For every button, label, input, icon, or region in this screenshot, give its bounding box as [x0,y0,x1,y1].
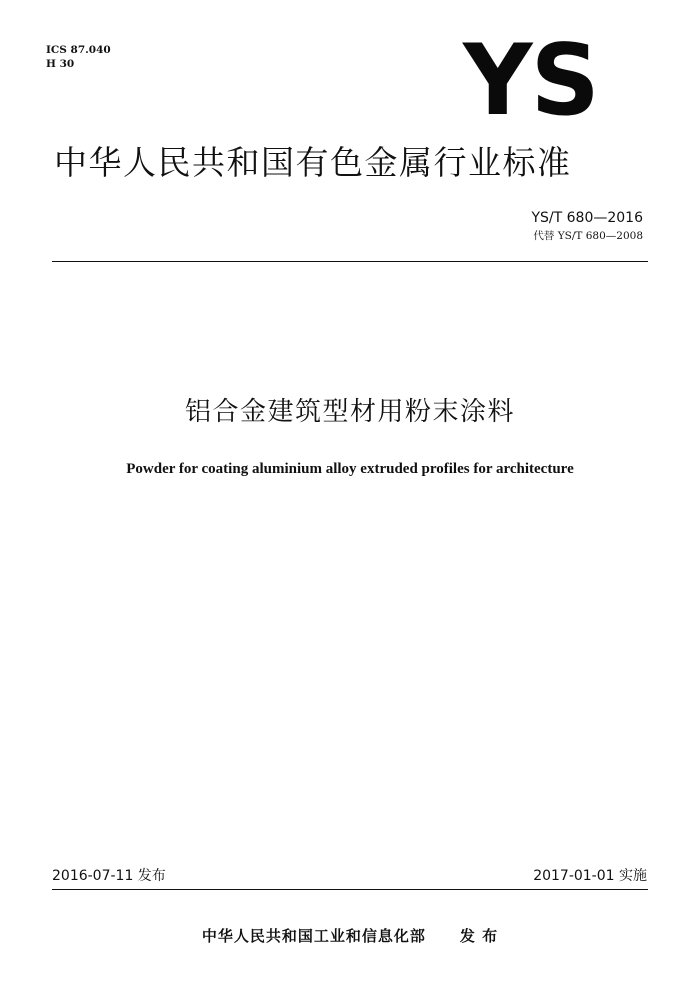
standard-number: YS/T 680—2016 [531,210,643,226]
document-title-english: Powder for coating aluminium alloy extruded profiles for architecture [126,461,574,477]
publisher-name: 中华人民共和国工业和信息化部 [201,927,426,945]
classification-codes [46,43,111,71]
ys-logo: YS [463,24,598,138]
publisher-line [0,926,700,946]
document-title-chinese: 铝合金建筑型材用粉末涂料 [184,397,515,427]
header-divider [52,261,648,262]
ics-code: ICS 87.040 [46,44,111,56]
replaces-standard: 代替 YS/T 680—2008 [533,230,643,242]
industry-standard-title: 中华人民共和国有色金属行业标准 [54,143,572,182]
publish-action: 发 布 [459,927,499,945]
issue-date: 2016-07-11 发布 [52,868,166,884]
footer-divider [52,889,648,890]
ccs-code: H 30 [46,58,75,70]
implementation-date: 2017-01-01 实施 [533,868,647,884]
